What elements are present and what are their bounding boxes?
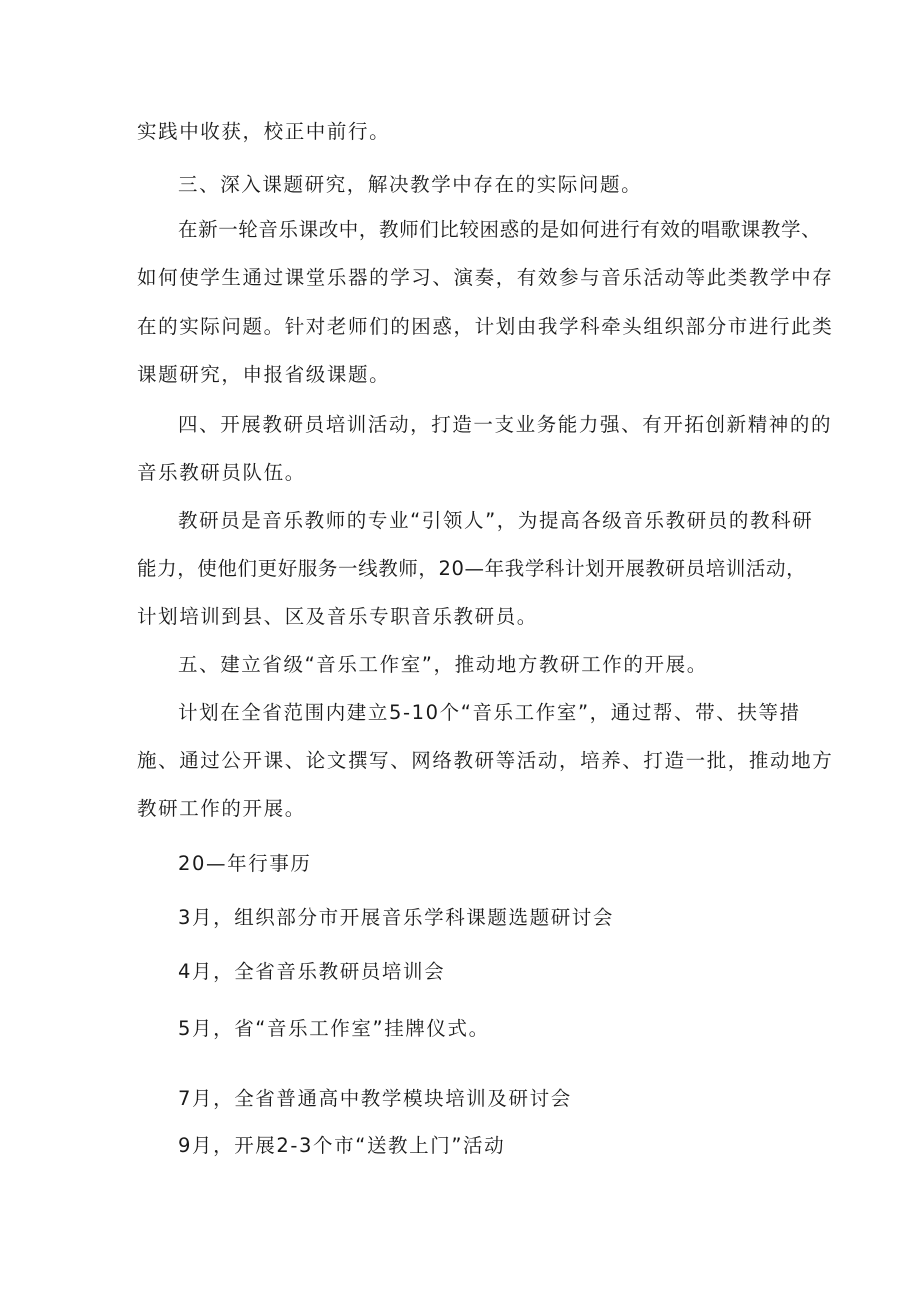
calendar-item: 5月，省“音乐工作室”挂牌仪式。 bbox=[178, 1017, 490, 1040]
text-line: 施、通过公开课、论文撰写、网络教研等活动，培养、打造一批，推动地方 bbox=[137, 749, 834, 772]
text-line: 教研工作的开展。 bbox=[137, 797, 306, 820]
text-line: 实践中收获，校正中前行。 bbox=[137, 120, 391, 143]
section-heading: 四、开展教研员培训活动，打造一支业务能力强、有开拓创新精神的的 bbox=[178, 413, 833, 436]
calendar-item: 9月，开展2-3个市“送教上门”活动 bbox=[178, 1134, 506, 1157]
calendar-item: 4月，全省音乐教研员培训会 bbox=[178, 960, 446, 983]
section-heading: 三、深入课题研究，解决教学中存在的实际问题。 bbox=[178, 173, 643, 196]
section-heading: 五、建立省级“音乐工作室”，推动地方教研工作的开展。 bbox=[178, 653, 708, 676]
text-line: 计划培训到县、区及音乐专职音乐教研员。 bbox=[137, 605, 538, 628]
calendar-item: 3月，组织部分市开展音乐学科课题选题研讨会 bbox=[178, 906, 615, 929]
text-line: 计划在全省范围内建立5-10个“音乐工作室”，通过帮、带、扶等措 bbox=[178, 701, 801, 724]
text-line: 在新一轮音乐课改中，教师们比较困惑的是如何进行有效的唱歌课教学、 bbox=[178, 218, 822, 241]
text-line: 如何使学生通过课堂乐器的学习、演奏，有效参与音乐活动等此类教学中存 bbox=[137, 266, 834, 289]
text-line: 课题研究，申报省级课题。 bbox=[137, 363, 391, 386]
text-line: 教研员是音乐教师的专业“引领人”，为提高各级音乐教研员的教科研 bbox=[178, 509, 814, 532]
text-line: 能力，使他们更好服务一线教师，20—年我学科计划开展教研员培训活动， bbox=[137, 557, 807, 580]
text-line: 在的实际问题。针对老师们的困惑，计划由我学科牵头组织部分市进行此类 bbox=[137, 315, 834, 338]
calendar-title: 20—年行事历 bbox=[178, 852, 312, 875]
section-heading-continued: 音乐教研员队伍。 bbox=[137, 461, 306, 484]
calendar-item: 7月，全省普通高中教学模块培训及研讨会 bbox=[178, 1087, 572, 1110]
